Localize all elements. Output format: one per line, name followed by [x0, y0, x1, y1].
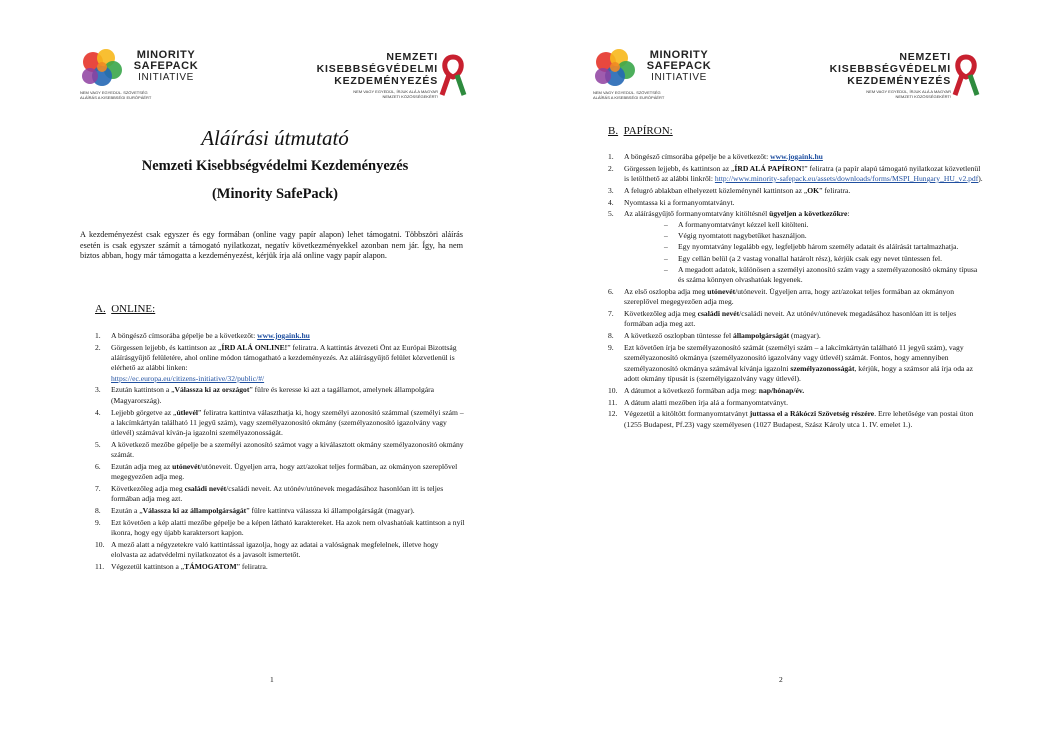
step-text: Lejjebb görgetve az „ [111, 407, 177, 417]
step-text: A dátumot a következő formában adja meg: [624, 385, 759, 395]
emphasized-text: OK [807, 185, 820, 195]
step-text: /családi neveit. Az utónév/utónevek megadásához hasonlóan itt is teljes formában adja meg azt. [624, 309, 957, 329]
bullet-item: – Egy cellán belül (a 2 vastag vonallal határolt rész), kérjük csak egy nevet tüntessen fel. [664, 254, 984, 264]
emphasized-text: Válassza ki az országot [174, 385, 250, 395]
page-subtitle: Nemzeti Kisebbségvédelmi Kezdeményezés [141, 158, 409, 174]
step-text: A dátum alatti mezőben írja alá a formanyomtatványt. [624, 397, 789, 407]
step-text: A felugró ablakban elhelyezett közleménynél kattintson az „ [624, 185, 808, 195]
step-text: Ezt követően írja be személyazonosító számát (személyi szám – a lakcímkártyán található 11 jegyű szám), vagy személyazonosító okmánya (személyazonosító igazolvány vagy útlevél) számát. Fontos, hogy amennyiben személyazonosító okmánya számával kívánja igazolni [624, 343, 964, 373]
bullet-item: – A megadott adatok, különösen a személyi azonosító szám vagy a személyazonosító okmány típusa és száma könnyen olvashatóak legyenek. [664, 265, 984, 286]
step-text: ” feliratra. [236, 562, 268, 572]
list-item [95, 518, 465, 539]
list-item [95, 462, 465, 483]
website-link[interactable]: www.jogaink.hu [257, 331, 310, 340]
emphasized-text: ÍRD ALÁ PAPÍRON! [734, 163, 805, 173]
section-title: ONLINE: [111, 303, 156, 315]
website-link[interactable]: www.jogaink.hu [770, 152, 823, 161]
list-item [95, 540, 465, 561]
list-item [608, 331, 984, 341]
step-text: A böngésző címsorába gépelje be a következőt: [111, 331, 258, 340]
step-text: A következő mezőbe gépelje be a személyi azonosító számot vagy a kiválasztott okmány személyazonosító okmány számát. [111, 439, 464, 460]
step-text: A mező alatt a négyzetekre való kattintással igazolja, hogy az adatai a valóságnak megfelelnek, illetve hogy elolvasta az adatvédelmi nyilatkozatot és a javasolt ismertetőt. [111, 540, 439, 560]
list-item [608, 409, 984, 430]
external-link[interactable]: http://www.minority-safepack.eu/assets/downloads/forms/MSPI_Hungary_HU_v2.pdf [714, 174, 979, 184]
section-letter: B. [608, 125, 619, 137]
step-number: 5. [95, 439, 101, 449]
logo-tagline: NEM VAGY EGYEDÜL, ÍRJUK ALÁ A MAGYAR [353, 89, 438, 94]
list-item [95, 440, 465, 461]
step-number: 1. [608, 152, 614, 161]
step-text: Görgessen lejjebb, és kattintson az „ [624, 163, 735, 173]
page-number: 1 [270, 675, 274, 684]
step-text: Következőleg adja meg [624, 309, 698, 319]
logo-tagline: ALÁÍRÁS A KISEBBSÉGI EURÓPÁÉRT [593, 95, 665, 100]
step-number: 4. [608, 197, 614, 207]
step-number: 8. [608, 331, 614, 341]
step-text: Ezt követően a kép alatti mezőbe gépelje be a képen látható karaktereket. Ha azok nem olvashatóak kattintson a nyíl ikonra, hogy egy újabb karaktersort kapjon. [111, 518, 465, 538]
step-number: 12. [608, 409, 618, 419]
step-number: 1. [95, 331, 101, 340]
emphasized-text: útlevél [176, 407, 198, 417]
step-text: Nyomtassa ki a formanyomtatványt. [624, 197, 735, 207]
step-text: Végezetül kattintson a „ [111, 562, 185, 572]
list-item [608, 152, 984, 162]
logo-text: KEZDEMÉNYEZÉS [847, 75, 951, 87]
section-letter: A. [95, 303, 106, 315]
ribbon-icon [438, 53, 468, 99]
step-text: ” feliratra kattintva választhatja ki, hogy személyi azonosító számmal (személyi szám – a lakcímkártyán található 11 jegyű szám), vagy személyazonosító okmány (személyazonosító igazolvány vagy útlevél) számával kíván-ja igazolni személyazonosságát. [111, 407, 464, 438]
list-item [608, 386, 984, 396]
step-text: Végezetül a kitöltött formanyomtatványt [624, 409, 750, 419]
step-text: Következőleg adja meg [111, 484, 185, 494]
step-text: ). [978, 174, 983, 184]
list-item [608, 287, 984, 308]
online-steps-list [95, 331, 465, 574]
nemzeti-kezdemenyezes-logo [821, 49, 981, 105]
step-number: 10. [95, 540, 105, 550]
minority-safepack-logo [80, 46, 230, 104]
header-logos [593, 46, 983, 108]
emphasized-text: ügyeljen a következőkre [769, 209, 848, 219]
step-number: 11. [608, 397, 618, 407]
step-text: Ezután kattintson a „ [111, 385, 175, 395]
logo-text: NEMZETI [386, 51, 438, 63]
step-number: 11. [95, 562, 105, 572]
bullet-item: – A formanyomtatványt kézzel kell kitölteni. [664, 220, 984, 230]
logo-text: KEZDEMÉNYEZÉS [334, 75, 438, 87]
list-item [608, 164, 984, 185]
emphasized-text: személyazonosságát [790, 363, 855, 373]
list-item [608, 198, 984, 208]
emphasized-text: családi nevét [697, 309, 740, 319]
list-item [95, 484, 465, 505]
logo-text: KISEBBSÉGVÉDELMI [829, 63, 951, 75]
nemzeti-kezdemenyezes-logo [308, 49, 468, 105]
step-number: 9. [608, 343, 614, 353]
step-text: Ezután a „ [111, 506, 143, 516]
page-number: 2 [779, 675, 783, 684]
list-item [608, 343, 984, 384]
step-text: Az aláírásgyűjtő formanyomtatvány kitöltésnél [624, 209, 770, 219]
safepack-flower-icon [80, 48, 126, 90]
logo-text: INITIATIVE [651, 72, 707, 83]
emphasized-text: ÍRD ALÁ ONLINE! [221, 342, 288, 352]
step-number: 6. [95, 462, 101, 472]
step-text: /utóneveit. Ügyeljen arra, hogy azt/azokat teljes formában az okmányon szereplővel megegyezően adja meg. [624, 287, 955, 307]
step-text: . Erre lehetősége van postai úton (1255 Budapest, Pf.23) vagy személyesen (1027 Budapest, Szász Károly utca 1. IV. emelet 1.). [624, 409, 974, 429]
step-number: 6. [608, 287, 614, 297]
step-text: , kérjük, hogy a számsor alá írja oda az adott okmány típusát is (személyigazolvány vagy útlevél). [624, 363, 974, 383]
step-text: Az első oszlopba adja meg [624, 287, 708, 297]
logo-tagline: NEMZETI KÖZÖSSÉGEKÉRT! [895, 94, 951, 99]
logo-text: SAFEPACK [133, 60, 199, 72]
step-text: A böngésző címsorába gépelje be a következőt: [624, 152, 771, 161]
list-item [95, 506, 465, 516]
logo-tagline: NEM VAGY EGYEDÜL, ÍRJUK ALÁ A MAGYAR [866, 89, 951, 94]
step-text: Ezután adja meg az [111, 462, 173, 472]
step-text: /családi neveit. Az utónév/utónevek megadásához hasonlóan itt is teljes formában adja meg azt. [111, 484, 444, 504]
emphasized-text: utónevét [172, 462, 200, 472]
document-page-2 [527, 0, 1053, 745]
step-number: 3. [608, 185, 614, 195]
step-text: Görgessen lejjebb, és kattintson az „ [111, 342, 222, 352]
minority-safepack-logo [593, 46, 743, 104]
step-number: 2. [608, 163, 614, 173]
emphasized-text: állampolgárságát [733, 331, 790, 341]
logo-text: SAFEPACK [646, 60, 712, 72]
list-item [95, 408, 465, 439]
step-number: 5. [608, 209, 614, 219]
step-number: 10. [608, 385, 618, 395]
step-number: 9. [95, 518, 101, 528]
list-item [95, 343, 465, 384]
list-item [608, 209, 984, 285]
logo-tagline: NEM VAGY EGYEDÜL. SZÖVETSÉG [593, 90, 661, 95]
list-item [608, 398, 984, 408]
emphasized-text: nap/hónap/év. [758, 385, 805, 395]
list-item [608, 309, 984, 330]
step-number: 2. [95, 342, 101, 352]
bullet-item: – Végig nyomtatott nagybetűket használjon. [664, 231, 984, 241]
list-item [95, 331, 465, 341]
ribbon-icon [951, 53, 981, 99]
step-number: 7. [95, 484, 101, 494]
document-page-1 [0, 0, 526, 745]
bullet-item: – Egy nyomtatvány legalább egy, legfeljebb három személy adatait és aláírását tartalmazhatja. [664, 242, 984, 252]
step-number: 4. [95, 407, 101, 417]
logo-tagline: ALÁÍRÁS A KISEBBSÉGI EURÓPÁÉRT [80, 95, 152, 100]
step-text: ” fülre kattintva válassza ki állampolgárságát (magyar). [246, 506, 415, 516]
section-heading-online [95, 303, 155, 315]
paper-steps-list [608, 152, 984, 431]
page-title: Aláírási útmutató [201, 126, 349, 150]
emphasized-text: Válassza ki az állampolgárságát [142, 506, 247, 516]
page-subtitle-secondary: (Minority SafePack) [211, 186, 339, 202]
logo-tagline: NEM VAGY EGYEDÜL. SZÖVETSÉG [80, 90, 148, 95]
logo-text: INITIATIVE [138, 72, 194, 83]
step-text: ” feliratra. [819, 185, 851, 195]
external-link[interactable]: https://ec.europa.eu/citizens-initiative/32/public/#/ [111, 373, 265, 383]
section-heading-paper [608, 125, 673, 137]
step-text: : [847, 209, 850, 219]
safepack-flower-icon [593, 48, 639, 90]
section-title: PAPÍRON: [623, 125, 673, 137]
instruction-bullets [624, 220, 984, 286]
step-text: ” fülre és keresse ki azt a tagállamot, amelynek állampolgára (Magyarország). [111, 385, 435, 405]
step-text: A következő oszlopban tüntesse fel [624, 331, 734, 341]
list-item [608, 186, 984, 196]
step-text: ” feliratra (a papír alapú támogató nyilatkozat közvetlenül is letölthető az alábbi linkről: [624, 163, 981, 184]
emphasized-text: családi nevét [184, 484, 227, 494]
logo-text: MINORITY [649, 49, 709, 61]
logo-tagline: NEMZETI KÖZÖSSÉGEKÉRT! [382, 94, 438, 99]
emphasized-text: TÁMOGATOM [184, 562, 237, 572]
list-item [95, 385, 465, 406]
step-text: ” feliratra. A kattintás átvezeti Önt az Európai Bizottság aláírásgyűjtő felületére, ahol online módon támogatható a kezdeményezés. Az aláírásgyűjtő felület közvetlenül is elérhető az alábbi linken: [111, 342, 457, 373]
logo-text: MINORITY [136, 49, 196, 61]
header-logos [80, 46, 470, 108]
step-text: /utóneveit. Ügyeljen arra, hogy azt/azokat teljes formában, az okmányon szereplővel megegyezően adja meg. [111, 462, 458, 482]
logo-text: KISEBBSÉGVÉDELMI [316, 63, 438, 75]
logo-text: NEMZETI [899, 51, 951, 63]
step-number: 8. [95, 506, 101, 516]
emphasized-text: utónevét [707, 287, 736, 297]
step-text: (magyar). [789, 331, 821, 341]
list-item [95, 562, 465, 572]
step-number: 3. [95, 385, 101, 395]
emphasized-text: juttassa el a Rákóczi Szövetség részére [749, 409, 875, 419]
intro-paragraph: A kezdeményezést csak egyszer és egy formában (online vagy papír alapon) lehet támogatni. Többszöri aláírás esetén is csak egyszer számít a támogató nyilatkozat, negatív következményekkel azonban nem jár. Így, ha nem biztos abban, hogy már támogatta a kezdeményezést, kérjük írja alá online vagy papír alapon. [80, 230, 463, 260]
step-number: 7. [608, 309, 614, 319]
